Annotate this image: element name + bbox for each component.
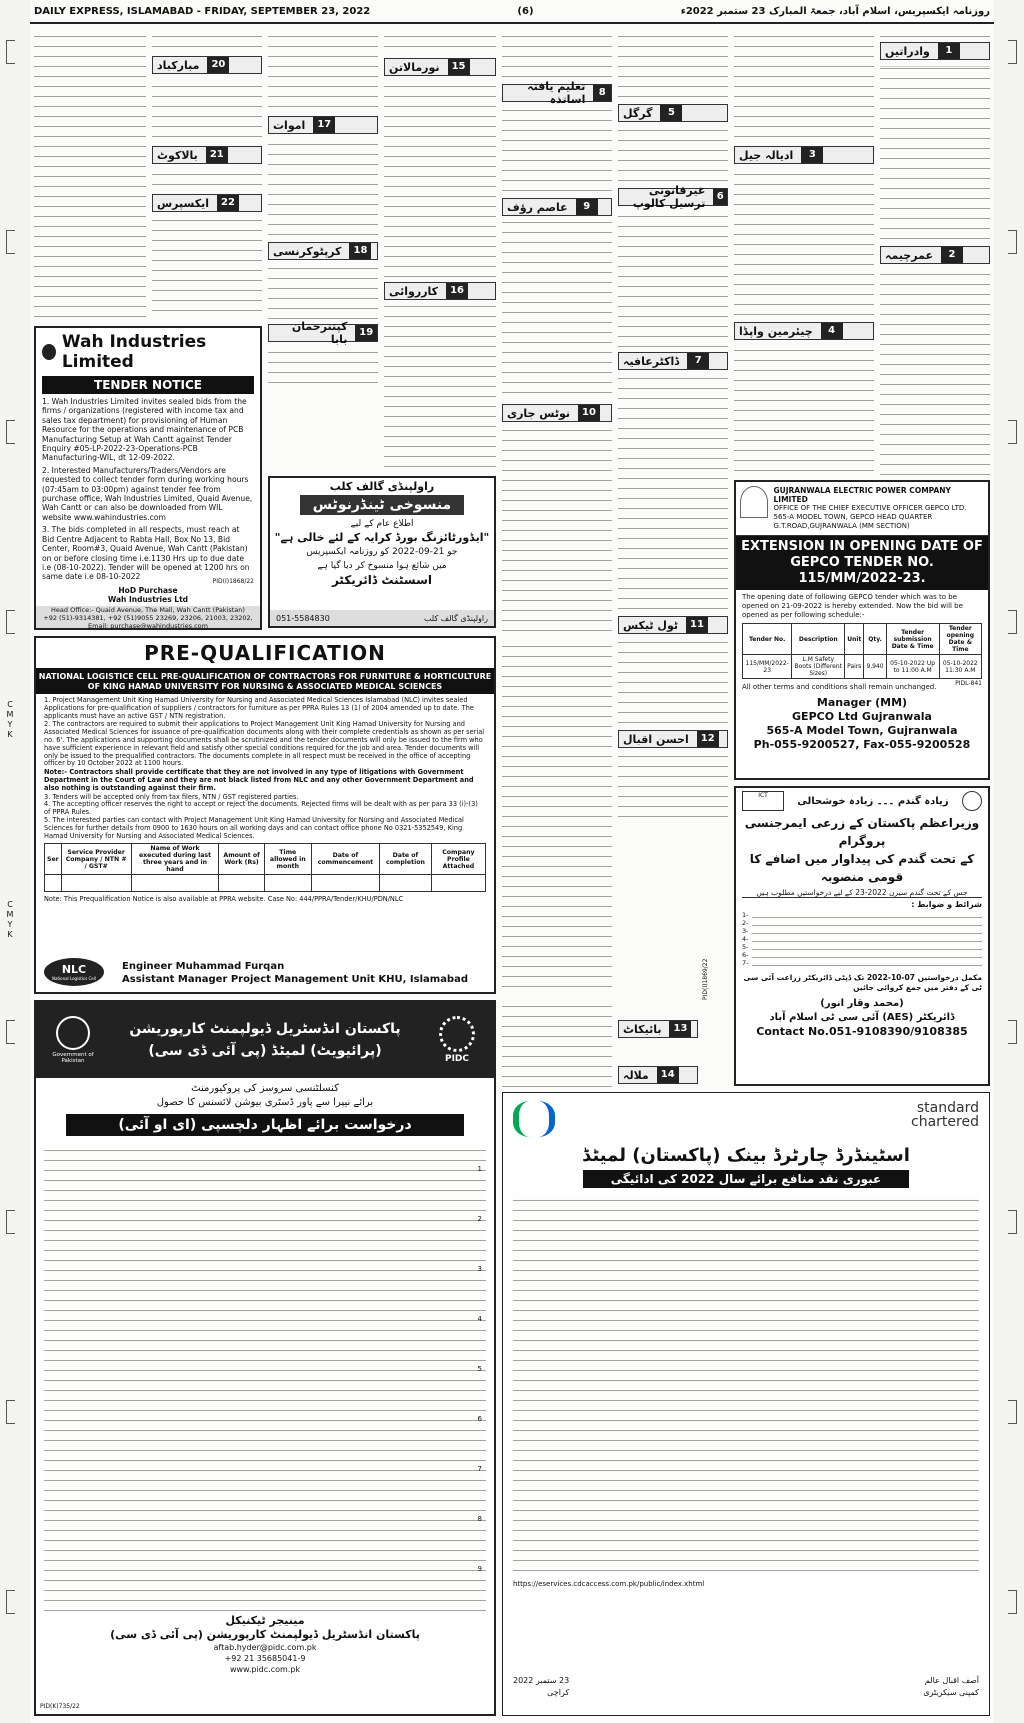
crop-mark <box>1008 610 1017 634</box>
page-number: (6) <box>517 5 534 17</box>
news-column-2a <box>152 30 262 52</box>
nlc-logo: NLC National Logistics Cell <box>44 958 104 986</box>
gepco-sign: Manager (MM) GEPCO Ltd Gujranwala 565-A Model Town, Gujranwala Ph-055-9200527, Fax-055-9200528 <box>753 696 971 751</box>
section-head-14: 14 ملالہ <box>618 1066 698 1084</box>
standard-chartered-ad <box>502 1092 990 1716</box>
crop-mark <box>1008 1020 1017 1044</box>
news-column-8c <box>880 268 990 478</box>
section-head-15: 15 نورمالاتن <box>384 58 496 76</box>
news-column-2c <box>152 168 262 190</box>
pq-title: PRE-QUALIFICATION <box>36 638 494 670</box>
sc-title: اسٹینڈرڈ چارٹرڈ بینک (پاکستان) لمیٹڈ <box>582 1145 910 1166</box>
news-column-7a <box>734 30 874 140</box>
wah-pid: PID(I)1868/22 <box>212 578 254 585</box>
header-right: روزنامہ ایکسپریس، اسلام آباد، جمعۃ المبارک 23 ستمبر 2022ء <box>680 5 990 17</box>
news-column-1 <box>34 30 146 320</box>
gepco-table: Tender No. Description Unit Qty. Tender submission Date & Time Tender opening Date & Time 115/MM/2022-23 L.M Safety Boots (Different Sizes) Pairs 9,940 05-10-2022 Up to 11:00 A.M 05-10-2022 11:30 A.M <box>742 623 982 679</box>
pidc-sign: مینیجر ٹیکنیکل پاکستان انڈسٹریل ڈیولپمنٹ کارپوریشن (پی آئی ڈی سی) <box>110 1614 420 1641</box>
ict-sign: (محمد وقار انور) ڈائریکٹر (AES) آئی سی ٹی اسلام آباد <box>769 998 955 1023</box>
ict-slogan: زیادہ گندم ۔۔۔ زیادہ خوشحالی <box>797 795 949 807</box>
crop-mark <box>6 1020 15 1044</box>
pidc-title: پاکستان انڈسٹریل ڈیولپمنٹ کارپوریشن (پرائیویٹ) لمیٹڈ (پی آئی ڈی سی) <box>129 1021 401 1059</box>
section-head-3: 3 ادیالہ جیل <box>734 146 874 164</box>
section-head-20: 20 مبارکباد <box>152 56 262 74</box>
news-column-6f <box>618 750 728 820</box>
section-head-6: 6 غیرقانونی ترسیل کالوپ <box>618 188 728 206</box>
news-column-3c <box>268 262 378 320</box>
ict-sub: جس کے تحت گندم سیزن 2022-23 کے لیے درخواستیں مطلوب ہیں <box>742 888 982 898</box>
crop-mark <box>6 1210 15 1234</box>
news-column-5f <box>502 1000 612 1090</box>
rawalpindi-golf-ad <box>268 476 496 628</box>
news-column-6e <box>618 636 728 726</box>
pidc-banner: درخواست برائے اظہار دلچسپی (ای او آئی) <box>66 1114 464 1136</box>
pq-subtitle: NATIONAL LOGISTICE CELL PRE-QUALIFICATION OF CONTRACTORS FOR FURNITURE & HORTICULTURE OF KING HAMAD UNIVERSITY FOR NURSING & ASSOCIATED MEDICAL SCIENCES <box>36 670 494 694</box>
ict-title: وزیراعظم پاکستان کے زرعی ایمرجنسی پروگرام کے تحت گندم کی پیداوار میں اضافے کا قومی منصوبہ <box>744 816 980 884</box>
pidc-logo: PIDC <box>428 1016 486 1064</box>
news-column-2b <box>152 80 262 140</box>
news-column-5e <box>502 640 612 990</box>
crop-mark <box>1008 230 1017 254</box>
pidc-body: 1 2 3 4 5 6 7 8 9 <box>44 1144 486 1614</box>
rgc-footer: 051-5584830 راولپنڈی گالف کلب <box>270 610 494 626</box>
gepco-headline: EXTENSION IN OPENING DATE OF GEPCO TENDER NO. 115/MM/2022-23. <box>736 536 988 590</box>
crop-mark <box>6 230 15 254</box>
ict-cond: شرائط و ضوابط : <box>911 900 982 909</box>
crop-mark <box>6 610 15 634</box>
news-column-5c <box>502 216 612 400</box>
gepco-ad <box>734 480 990 780</box>
section-head-11: 11 ٹول ٹیکس <box>618 616 728 634</box>
crop-mark <box>1008 1590 1017 1614</box>
pidc-header <box>36 1002 494 1078</box>
news-column-4c <box>384 300 496 470</box>
rgc-club: راولپنڈی گالف کلب <box>329 480 435 493</box>
pq-body: 1. Project Management Unit King Hamad University for Nursing and Associated Medical Sciences Islamabad (NLC) invites sealed Applications for pre-qualification of suppliers / contractors for furniture as per PPRA Rules 13 (1) of 2004 amended up to date. The applicants must have an active GST / NTN registration. 2. The contractors are required to submit their applications to Project Management Unit King Hamad University for Nursing and Associated Medical Sciences for issuance of pre-qualification documents along with their complete credentials as shown as per serial no. 6'. The applications and supporting documents shall be scrutinized and the tender documents will only be issued to the firm who have sufficient experience in relevant field and satisfy other special conditions required for the job and area. Tender documents will only be issued to the prequalified contractors. The documents complete in all respect must be received in the office of accepting officer by 10 October 2022 at 1100 hours. Note:- Contractors shall provide certificate that they are not involved in any type of litigations with Government Department in the Court of Law and they are not black listed from NLC and any other Government Department and also nothing is outstanding against their firm. 3. Tenders will be accepted only from tax filers, NTN / GST registered parties. 4. The accepting officer reserves the right to accept or reject the documents. Rejected firms will be dealt with as per para 33 (i)-(3) of PPRA Rules. 5. The interested parties can contact with Project Management Unit King Hamad University for Nursing and Associated Medical Sciences for further details from 0900 to 1630 hours on all working days and can contact office phone No 0321-5352549, King Hamad University for Nursing and Associated Medical Sciences. <box>44 696 485 840</box>
pq-sign: Engineer Muhammad Furqan Assistant Manager Project Management Unit KHU, Islamabad <box>122 961 469 985</box>
ict-last: مکمل درخواستیں 07-10-2022 تک ڈپٹی ڈائریکٹر زراعت آئی سی ٹی کے دفتر میں جمع کروائی جائیں <box>743 973 982 992</box>
ict-logo: ICT <box>742 791 784 811</box>
pq-table: Ser Service Provider Company / NTN # / GST# Name of Work executed during last three years and in hand Amount of Work (Rs) Time allowed in month Date of commencement Date of completion Company Profile Attached <box>44 843 486 892</box>
crop-mark <box>6 420 15 444</box>
section-head-1: 1 وادراتیں <box>880 42 990 60</box>
crop-mark <box>6 1400 15 1424</box>
section-head-9: 9 عاصم رؤف <box>502 198 612 216</box>
section-head-7: 7 ڈاکٹرعافیہ <box>618 352 728 370</box>
ict-wheat-ad <box>734 786 990 1086</box>
news-column-8b <box>880 62 990 242</box>
pidc-contact: aftab.hyder@pidc.com.pk +92 21 35685041-9 www.pidc.com.pk <box>213 1643 317 1674</box>
crop-mark <box>1008 1210 1017 1234</box>
pidc-gear-icon <box>439 1016 475 1052</box>
news-column-6b <box>618 124 728 184</box>
news-column-7b <box>734 168 874 318</box>
wah-sign: HoD Purchase Wah Industries Ltd <box>107 586 189 604</box>
section-head-8: 8 تعلیم یافتہ اساتذہ <box>502 84 612 102</box>
news-column-4a <box>384 30 496 52</box>
section-head-10: 10 نوٹس جاری <box>502 404 612 422</box>
pidc-eoi-ad <box>34 1000 496 1716</box>
section-head-22: 22 ایکسپرس <box>152 194 262 212</box>
news-column-5a <box>502 30 612 80</box>
news-column-5d <box>502 424 612 634</box>
news-column-6d <box>618 372 728 612</box>
crest-icon <box>962 791 982 811</box>
section-head-21: 21 بالاکوٹ <box>152 146 262 164</box>
section-head-2: 2 عمرچیمہ <box>880 246 990 264</box>
crop-mark <box>1008 40 1017 64</box>
pidc-sub: کنسلٹنسی سروسز کی پروکیورمنٹ برائے نیپرا سے پاور ڈسٹری بیوشن لائسنس کا حصول <box>156 1083 374 1108</box>
table-row: 115/MM/2022-23 L.M Safety Boots (Different Sizes) Pairs 9,940 05-10-2022 Up to 11:00 A.M 05-10-2022 11:30 A.M <box>743 655 982 679</box>
gepco-logo-icon <box>740 486 768 518</box>
wah-logo-icon <box>42 344 56 360</box>
news-column-6c <box>618 210 728 350</box>
sc-brand: standard chartered <box>911 1100 979 1130</box>
ict-contact: Contact No.051-9108390/9108385 <box>756 1025 968 1038</box>
wah-notice-banner: TENDER NOTICE <box>42 376 254 394</box>
section-head-5: 5 گرگل <box>618 104 728 122</box>
crop-mark <box>1008 420 1017 444</box>
sc-sub: عبوری نقد منافع برائے سال 2022 کی ادائیگی <box>583 1170 909 1188</box>
news-column-3b <box>268 138 378 238</box>
rgc-body: اطلاع عام کے لیے "ایڈورٹائزنگ بورڈ کرایہ کے لئے خالی ہے" جو 21-09-2022 کو روزنامہ ایکسپریس میں شائع ہوا منسوخ کر دیا گیا ہے <box>274 519 490 571</box>
section-head-16: 16 کارروائی <box>384 282 496 300</box>
cmyk-mark: C M Y K <box>6 700 14 739</box>
rgc-title: منسوخی ٹینڈرنوٹس <box>300 495 464 515</box>
news-column-7c <box>734 344 874 474</box>
rgc-sign: اسسٹنٹ ڈائریکٹر <box>331 573 433 587</box>
pidc-pid: PID(K)735/22 <box>40 1703 80 1710</box>
news-column-5b <box>502 104 612 194</box>
gepco-head: GUJRANWALA ELECTRIC POWER COMPANY LIMITED OFFICE OF THE CHIEF EXECUTIVE OFFICER GEPCO LTD. 565-A MODEL TOWN, GEPCO HEAD QUARTER G.T.ROAD,GUJRANWALA (MM SECTION) <box>736 482 988 536</box>
cmyk-mark: C M Y K <box>6 900 14 939</box>
section-head-13: 13 بائیکاٹ <box>618 1020 698 1038</box>
news-column-3d <box>268 346 378 386</box>
section-head-12: 12 احسن اقبال <box>618 730 728 748</box>
ict-conditions: 1- 2- 3- 4- 5- 6- 7- <box>736 909 988 969</box>
wah-body: 1. Wah Industries Limited invites sealed bids from the firms / organizations (registered with income tax and sales tax department) for provisioning of Human Resource for the operations and maintenance of PCB Manufacturing Setup at Wah Cantt against Tender Enquiry #05-LP-2022-23-Operations-PCB Manufacturing-WIL, dt 12-09-2022. 2. Interested Manufacturers/Traders/Vendors are requested to collect tender form during working hours (07:45am to 03:00pm) against tender fee from purchase office, Wah Industries Limited, Quaid Avenue, Wah Cantt or can also be downloaded from WIL website www.wahindustries.com 3. The bids completed in all respects, must reach at Bid Centre Adjacent to Rabta Hall, Box No 13, Bid Center, Room#3, Quaid Avenue, Wah Cantt (Pakistan) on or before closing time i.e.1130 Hrs up to due date i.e (08-10-2022). Tender will be opened at 1200 hrs on same date i.e 08-10-2022 <box>42 397 253 582</box>
pq-note2: Note: This Prequalification Notice is also available at PPRA website. Case No: 444/PPRA/Tender/KHU/PDN/NLC <box>44 895 404 904</box>
wah-footer: Head Office:- Quaid Avenue, The Mall, Wah Cantt (Pakistan) +92 (51)-9314381, +92 (51)9055 23269, 23206, 21003, 23202, Email: purchase@wahindustries.com <box>36 606 260 630</box>
section-head-17: 17 اموات <box>268 116 378 134</box>
wah-tender-ad <box>34 326 262 630</box>
sc-body-text <box>513 1194 979 1574</box>
header-left: DAILY EXPRESS, ISLAMABAD - FRIDAY, SEPTEMBER 23, 2022 <box>34 5 371 17</box>
page-header <box>30 0 994 24</box>
sc-date: 23 ستمبر 2022 کراچی <box>513 1676 570 1697</box>
sc-sign: آصف اقبال عالم کمپنی سیکریٹری <box>923 1676 979 1697</box>
ict-pid: PID(I)1869/22 <box>702 958 709 1000</box>
news-column-4b <box>384 80 496 280</box>
newspaper-page <box>30 0 994 1723</box>
section-head-19: 19 کپتنرحمان بابا <box>268 324 378 342</box>
crest-icon <box>56 1016 90 1050</box>
gepco-note: All other terms and conditions shall remain unchanged. <box>742 683 937 691</box>
nlc-prequal-ad <box>34 636 496 994</box>
crop-mark <box>6 1590 15 1614</box>
gepco-pid: PIDL-841 <box>955 680 982 687</box>
sc-url: https://eservices.cdcaccess.com.pk/public/index.xhtml <box>513 1580 705 1588</box>
crop-mark <box>6 40 15 64</box>
section-head-18: 18 کرپٹوکرنسی <box>268 242 378 260</box>
news-column-3a <box>268 30 378 112</box>
gov-pakistan-logo: Government of Pakistan <box>44 1016 102 1064</box>
crop-mark <box>1008 1400 1017 1424</box>
wah-title: Wah Industries Limited <box>36 328 260 376</box>
sc-logo-icon <box>513 1101 555 1137</box>
news-column-2d <box>152 214 262 320</box>
section-head-4: 4 چیئرمین واپڈا <box>734 322 874 340</box>
gepco-intro: The opening date of following GEPCO tender which was to be opened on 21-09-2022 is hereby extended. Now the bid will be opened as per following schedule:- <box>742 593 963 619</box>
news-column-6a <box>618 30 728 100</box>
